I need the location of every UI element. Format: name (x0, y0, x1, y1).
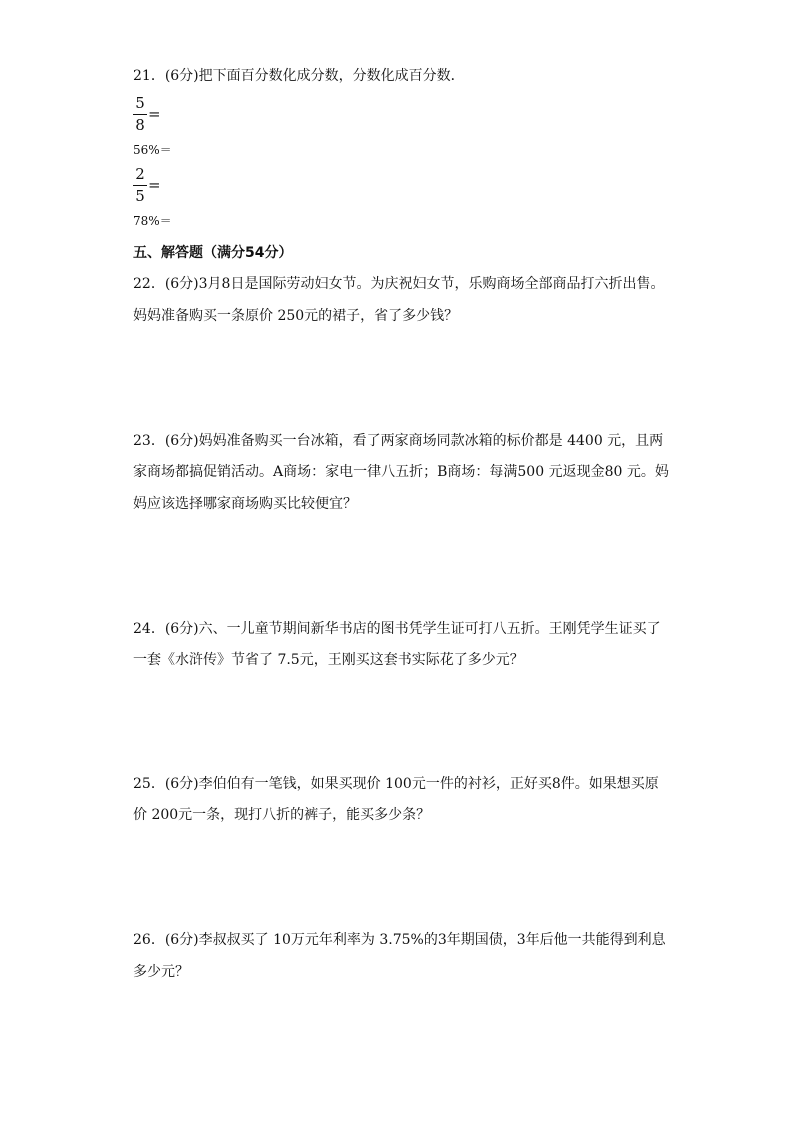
percent-56: 56%＝ (133, 143, 172, 157)
fraction-denominator: 5 (135, 187, 145, 205)
equals-sign: = (148, 105, 161, 123)
fraction-numerator: 2 (135, 165, 145, 183)
q21-prompt: 21．(6分)把下面百分数化成分数，分数化成百分数． (133, 68, 465, 84)
section-title: 五、解答题（满分54分） (133, 245, 293, 261)
fraction-numerator: 5 (135, 94, 145, 112)
fraction-bar (133, 114, 147, 115)
q22-line1: 22．(6分)3月8日是国际劳动妇女节。为庆祝妇女节，乐购商场全部商品打六折出售。 (133, 276, 665, 292)
q24-line1: 24．(6分)六、一儿童节期间新华书店的图书凭学生证可打八五折。王刚凭学生证买了 (133, 621, 661, 637)
fraction-denominator: 8 (135, 116, 145, 134)
q25-line1: 25．(6分)李伯伯有一笔钱，如果买现价 100元一件的衬衫，正好买8件。如果想买原 (133, 776, 659, 792)
q24-line2: 一套《水浒传》节省了 7.5元，王刚买这套书实际花了多少元？ (133, 652, 524, 668)
q22-line2: 妈妈准备购买一条原价 250元的裙子，省了多少钱？ (133, 308, 459, 324)
fraction-2-5 (133, 165, 161, 208)
q23-line1: 23．(6分)妈妈准备购买一台冰箱，看了两家商场同款冰箱的标价都是 4400 元，且两 (133, 433, 664, 449)
equals-sign: = (148, 176, 161, 194)
fraction-bar (133, 185, 147, 186)
percent-78: 78%＝ (133, 214, 172, 228)
q26-line1: 26．(6分)李叔叔买了 10万元年利率为 3.75%的3年期国债，3年后他一共能得到利息 (133, 932, 666, 948)
q23-line2: 家商场都搞促销活动。A商场：家电一律八五折；B商场：每满500 元返现金80 元。妈 (133, 464, 669, 480)
q23-line3: 妈应该选择哪家商场购买比较便宜？ (133, 496, 357, 512)
q25-line2: 价 200元一条，现打八折的裤子，能买多少条？ (133, 807, 431, 823)
fraction-5-8 (133, 94, 161, 137)
q26-line2: 多少元？ (133, 964, 189, 980)
